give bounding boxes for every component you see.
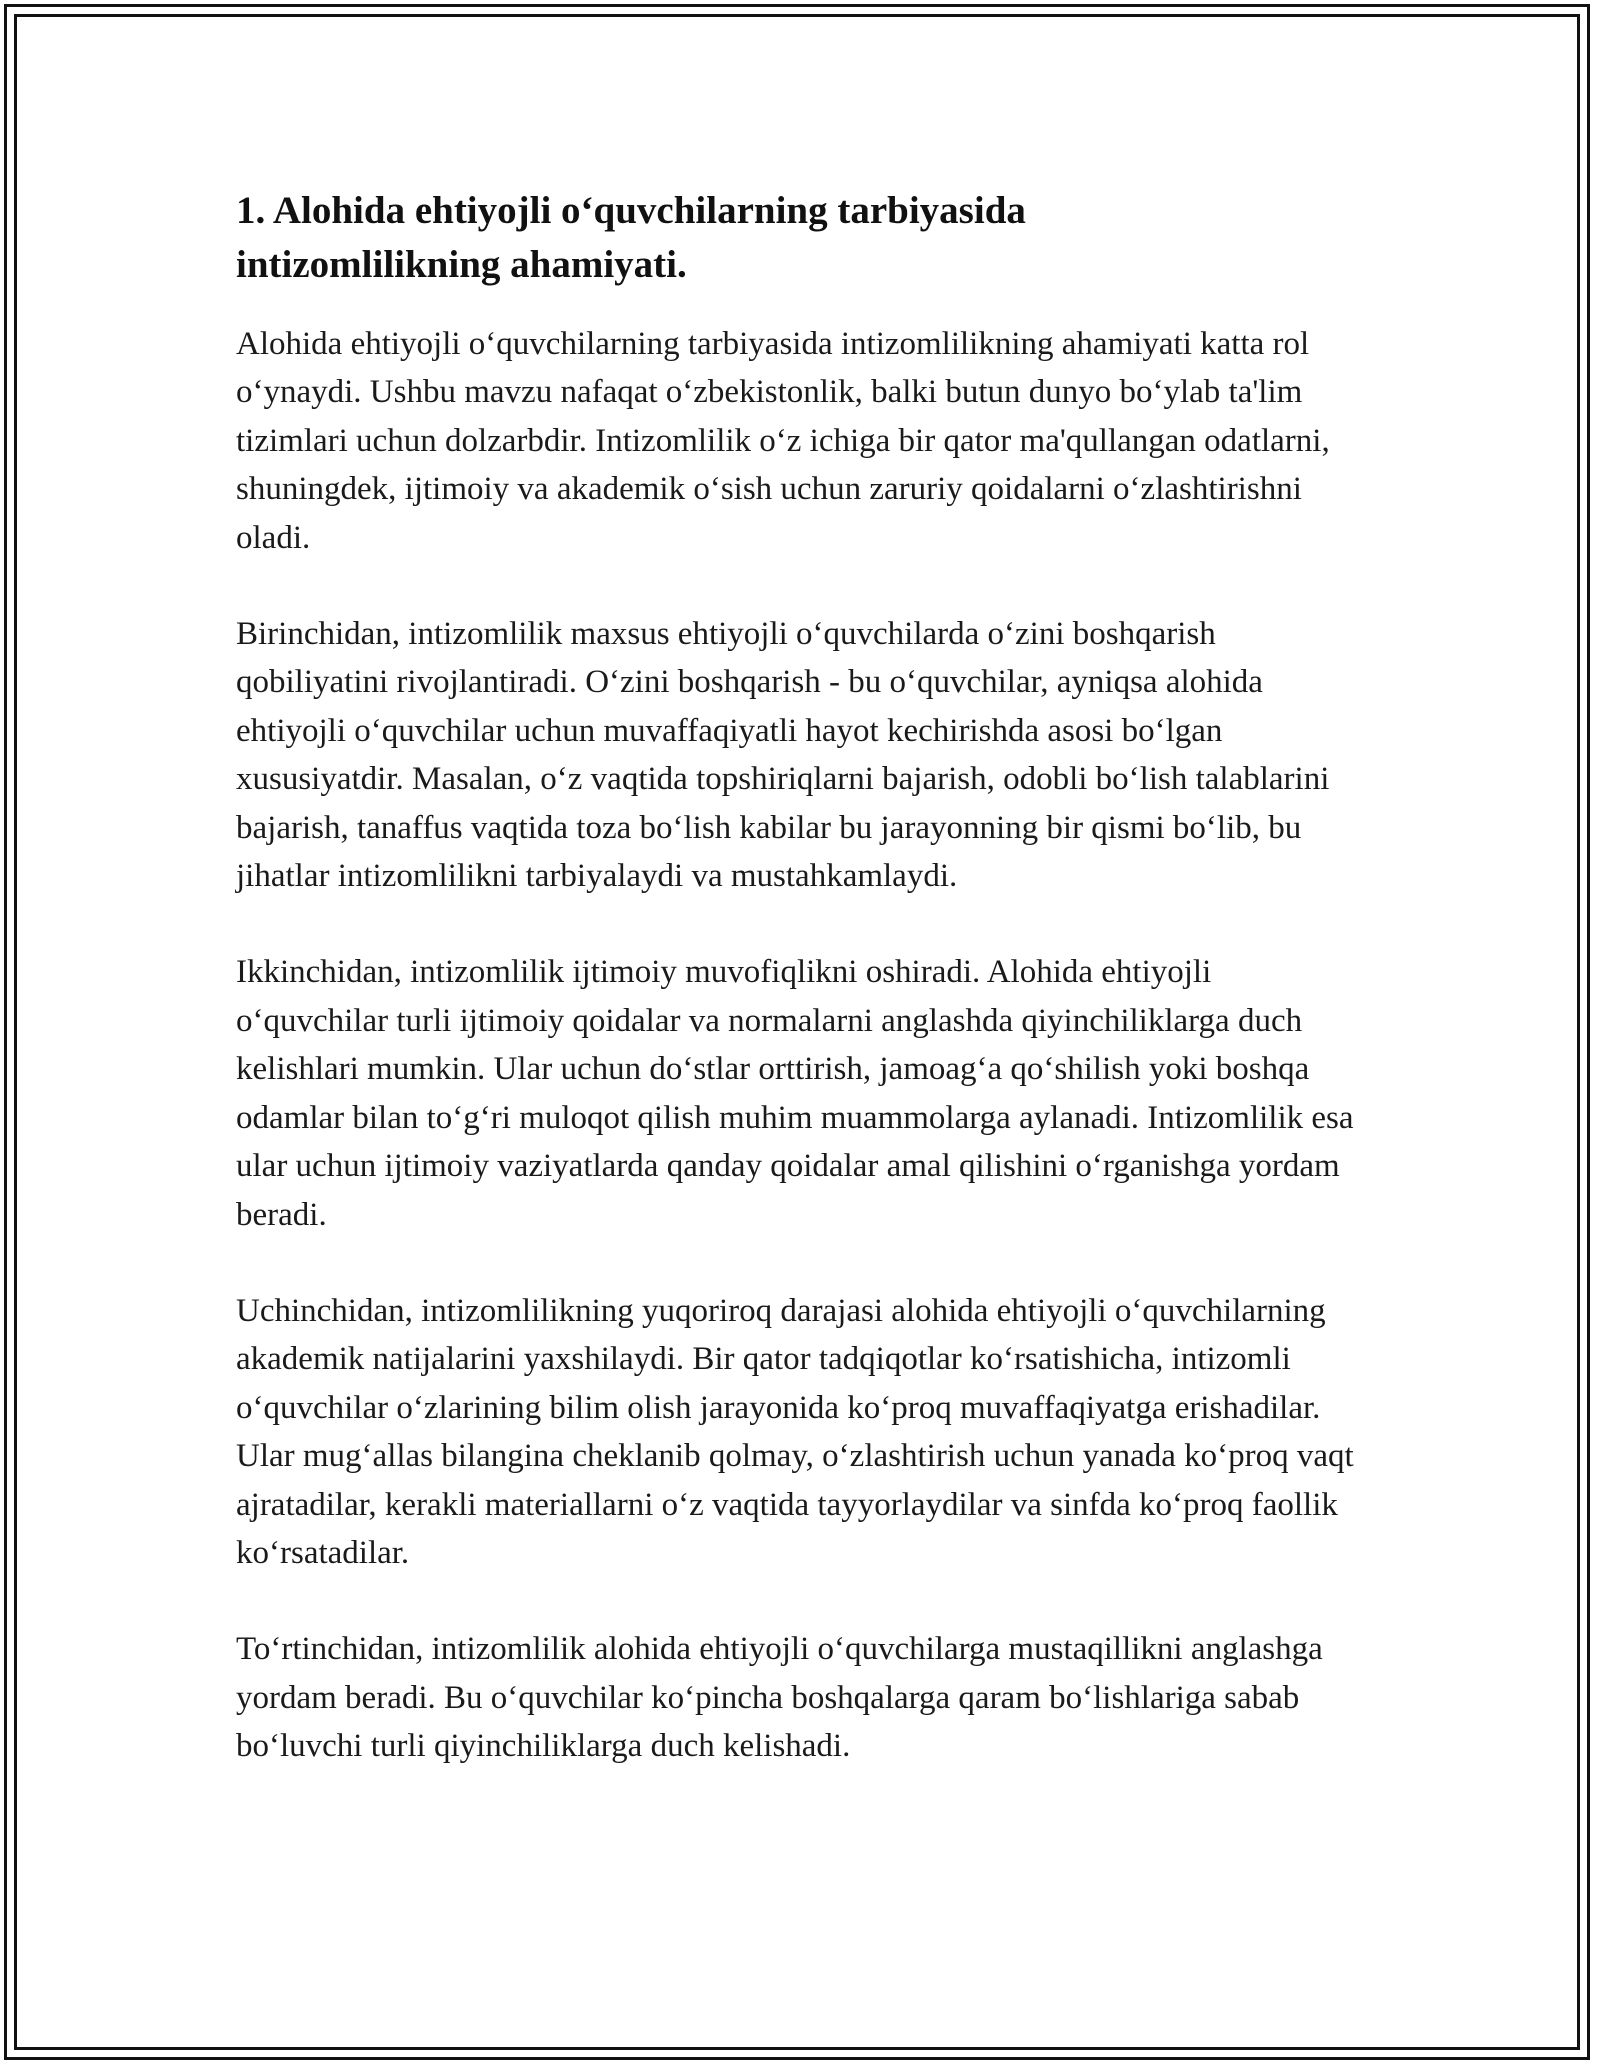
paragraph-introduction: Alohida ehtiyojli o‘quvchilarning tarbiyasida intizomlilikning ahamiyati katta rol o‘ynaydi. Ushbu mavzu nafaqat o‘zbekistonlik, balki butun dunyo bo‘ylab ta'lim tizimlari uchun dolzarbdir. Intizomlilik o‘z ichiga bir qator ma'qullangan odatlarni, shuningdek, ijtimoiy va akademik o‘sish uchun zaruriy qoidalarni o‘zlashtirishni oladi. — [236, 326, 1330, 556]
document-body — [236, 184, 1366, 1819]
paragraph-second: Ikkinchidan, intizomlilik ijtimoiy muvofiqlikni oshiradi. Alohida ehtiyojli o‘quvchilar turli ijtimoiy qoidalar va normalarni anglashda qiyinchiliklarga duch kelishlari mumkin. Ular uchun do‘stlar orttirish, jamoag‘a qo‘shilish yoki boshqa odamlar bilan to‘g‘ri muloqot qilish muhim muammolarga aylanadi. Intizomlilik esa ular uchun ijtimoiy vaziyatlarda qanday qoidalar amal qilishini o‘rganishga yordam beradi. — [236, 954, 1354, 1233]
paragraph-first: Birinchidan, intizomlilik maxsus ehtiyojli o‘quvchilarda o‘zini boshqarish qobiliyatini rivojlantiradi. O‘zini boshqarish - bu o‘quvchilar, ayniqsa alohida ehtiyojli o‘quvchilar uchun muvaffaqiyatli hayot kechirishda asosi bo‘lgan xususiyatdir. Masalan, o‘z vaqtida topshiriqlarni bajarish, odobli bo‘lish talablarini bajarish, tanaffus vaqtida toza bo‘lish kabilar bu jarayonning bir qismi bo‘lib, bu jihatlar intizomlilikni tarbiyalaydi va mustahkamlaydi. — [236, 616, 1330, 895]
paragraph-fourth: To‘rtinchidan, intizomlilik alohida ehtiyojli o‘quvchilarga mustaqillikni anglashga yordam beradi. Bu o‘quvchilar ko‘pincha boshqalarga qaram bo‘lishlariga sabab bo‘luvchi turli qiyinchiliklarga duch kelishadi. — [236, 1631, 1323, 1765]
section-heading-line-2: intizomlilikning ahamiyati. — [236, 243, 687, 286]
section-heading-line-1: 1. Alohida ehtiyojli o‘quvchilarning tarbiyasida — [236, 189, 1026, 232]
paragraph-third: Uchinchidan, intizomlilikning yuqoriroq darajasi alohida ehtiyojli o‘quvchilarning akademik natijalarini yaxshilaydi. Bir qator tadqiqotlar ko‘rsatishicha, intizomli o‘quvchilar o‘zlarining bilim olish jarayonida ko‘proq muvaffaqiyatga erishadilar. Ular mug‘allas bilangina cheklanib qolmay, o‘zlashtirish uchun yanada ko‘proq vaqt ajratadilar, kerakli materiallarni o‘z vaqtida tayyorlaydilar va sinfda ko‘proq faollik ko‘rsatadilar. — [236, 1292, 1354, 1571]
section-heading — [236, 184, 1366, 292]
